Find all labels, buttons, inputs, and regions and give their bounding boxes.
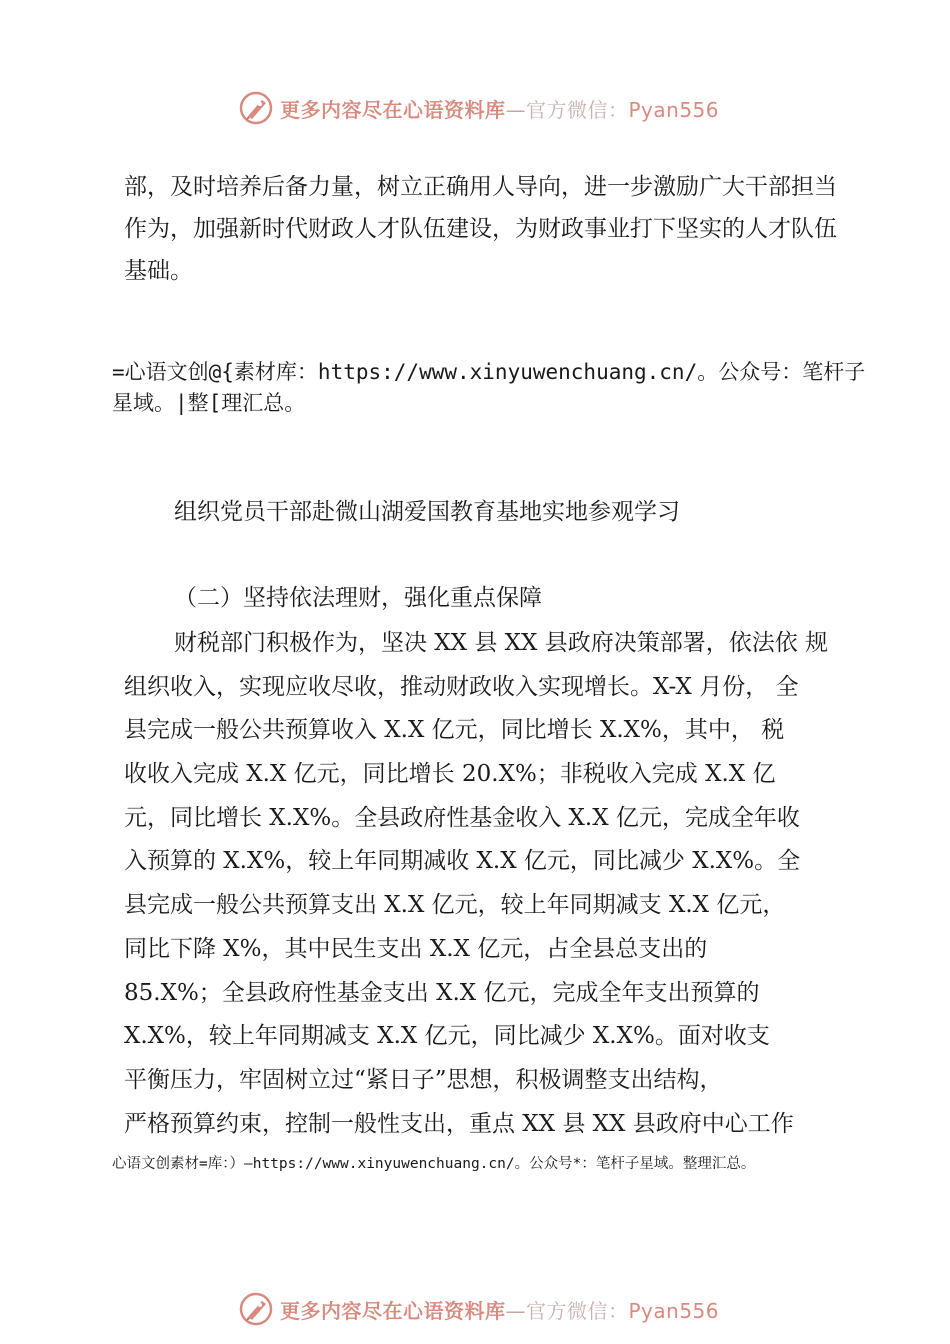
body-line: X.X%，较上年同期减支 X.X 亿元，同比减少 X.X%。面对收支 bbox=[124, 1023, 770, 1050]
image-caption: 组织党员干部赴微山湖爱国教育基地实地参观学习 bbox=[174, 499, 680, 525]
header-brand: 更多内容尽在心语资料库 bbox=[280, 97, 506, 122]
header-separator: — bbox=[505, 97, 526, 122]
watermark-top: =心语文创@{素材库：https://www.xinyuwenchuang.cn/。公众号：笔杆子星域。|整[理汇总。 bbox=[112, 360, 866, 415]
pen-logo-icon bbox=[238, 1291, 274, 1327]
body-line: 85.X%；全县政府性基金支出 X.X 亿元，完成全年支出预算的 bbox=[124, 979, 760, 1006]
body-line: 组织收入，实现应收尽收，推动财政收入实现增长。X-X 月份， 全 bbox=[124, 673, 799, 700]
continued-paragraph: 部，及时培养后备力量，树立正确用人导向，进一步激励广大干部担当作为，加强新时代财政人才队伍建设，为财政事业打下坚实的人才队伍基础。 bbox=[124, 174, 837, 284]
body-line: 元，同比增长 X.X%。全县政府性基金收入 X.X 亿元，完成全年收 bbox=[124, 804, 800, 831]
pen-logo-icon bbox=[238, 90, 274, 126]
footer-wechat-label: 官方微信： bbox=[526, 1298, 629, 1323]
body-line: 平衡压力，牢固树立过“紧日子”思想，积极调整支出结构， bbox=[124, 1066, 723, 1093]
section-body bbox=[124, 622, 854, 1146]
body-line: 同比下降 X%，其中民生支出 X.X 亿元，占全县总支出的 bbox=[124, 935, 708, 962]
footer-account: Pyan556 bbox=[628, 1298, 720, 1323]
body-line: 县完成一般公共预算支出 X.X 亿元，较上年同期减支 X.X 亿元， bbox=[124, 892, 786, 919]
body-line: 财税部门积极作为，坚决 XX 县 XX 县政府决策部署，依法依 规 bbox=[174, 630, 829, 656]
header-account: Pyan556 bbox=[628, 97, 720, 122]
header-banner bbox=[238, 88, 738, 128]
section-heading: （二）坚持依法理财，强化重点保障 bbox=[174, 585, 542, 611]
body-line: 入预算的 X.X%，较上年同期减收 X.X 亿元，同比减少 X.X%。全 bbox=[124, 848, 801, 875]
body-line: 收收入完成 X.X 亿元，同比增长 20.X%；非税收入完成 X.X 亿 bbox=[124, 761, 776, 788]
footer-separator: — bbox=[505, 1298, 526, 1323]
watermark-bottom: 心语文创素材=库：）—https://www.xinyuwenchuang.cn/。公众号*：笔杆子星域。整理汇总。 bbox=[112, 1156, 756, 1172]
header-wechat-label: 官方微信： bbox=[526, 97, 629, 122]
footer-brand: 更多内容尽在心语资料库 bbox=[280, 1298, 506, 1323]
body-line: 县完成一般公共预算收入 X.X 亿元，同比增长 X.X%，其中， 税 bbox=[124, 717, 785, 744]
body-line: 严格预算约束，控制一般性支出，重点 XX 县 XX 县政府中心工作 bbox=[124, 1110, 794, 1137]
footer-banner bbox=[238, 1289, 738, 1329]
